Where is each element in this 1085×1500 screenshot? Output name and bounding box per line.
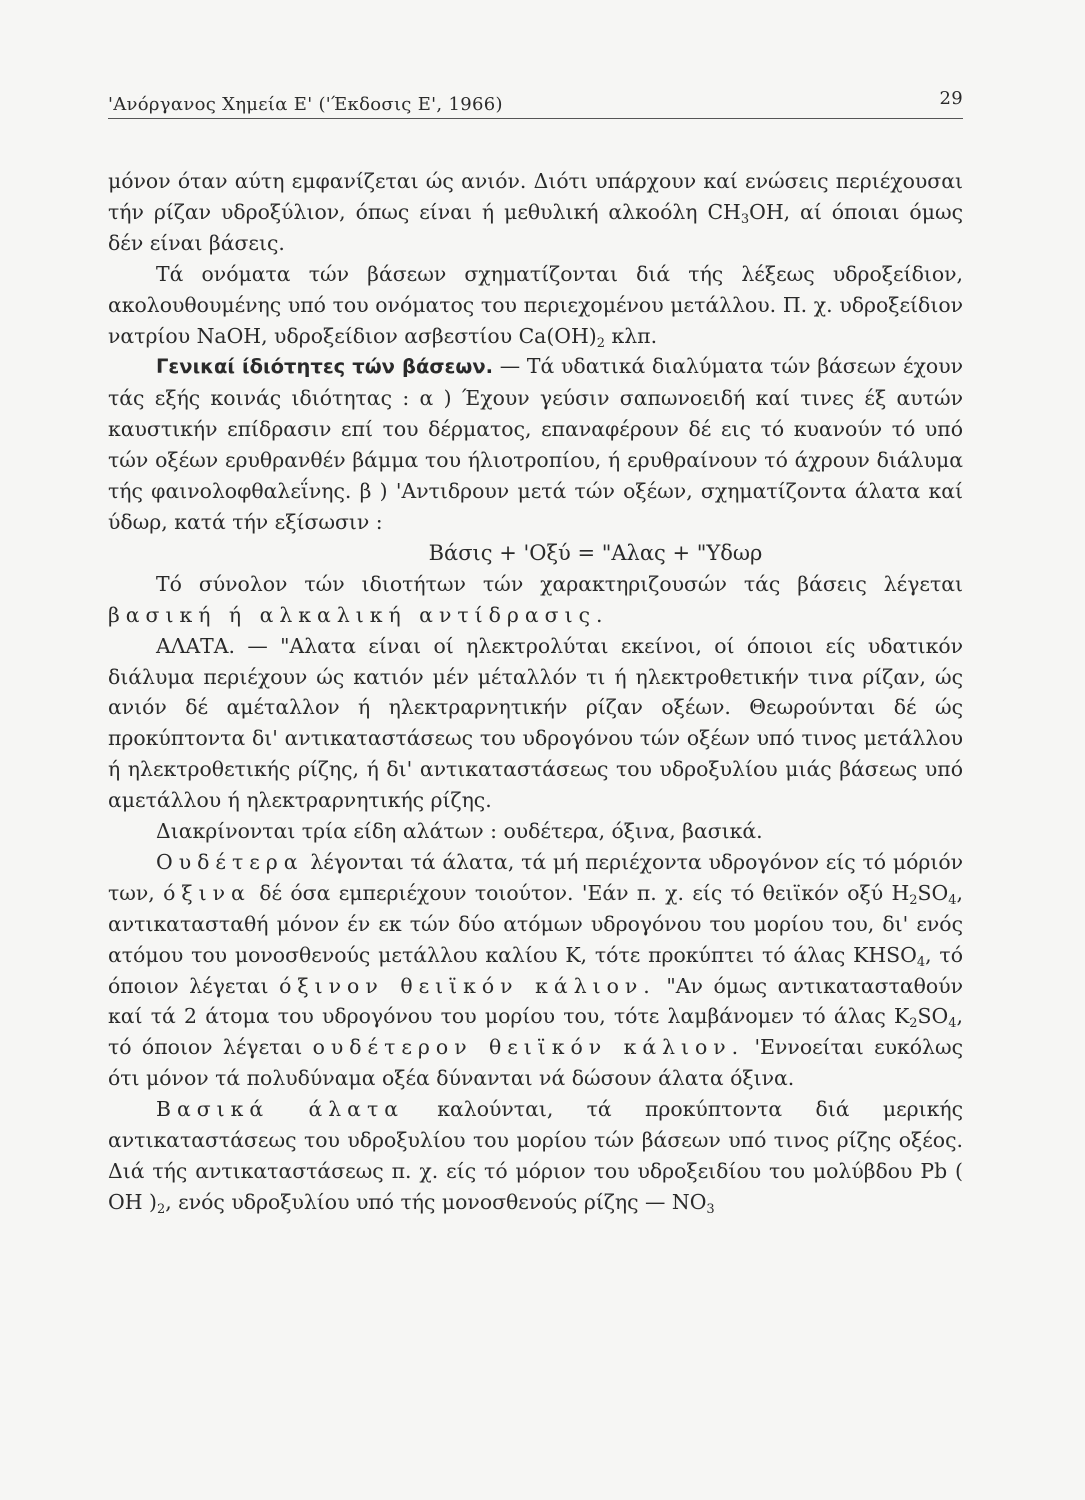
emphasis: όξινα (163, 880, 251, 905)
emphasis: Ουδέτερα (156, 849, 304, 874)
page-number: 29 (939, 88, 963, 109)
equation: Βάσις + 'Οξύ = "Αλας + "Υδωρ (428, 540, 763, 565)
section-heading: ΑΛΑΤΑ. (156, 633, 235, 658)
emphasis: ουδέτερον θειϊκόν κάλιον. (312, 1035, 745, 1060)
paragraph: Γενικαί ίδιότητες τών βάσεων. — Τά υδατικά διαλύματα τών βάσεων έχουν τάς εξής κοινάς ιδιότητας : α ) Έχουν γεύσιν σαπωνοειδή καί τινες έξ αυτών καυστικήν επίδρασιν επί του δέρματος, επαναφέρουν δέ εις τό κυανούν τό υπό τών οξέων ερυθρανθέν βάμμα του ήλιοτροπίου, ή ερυθραίνουν τό άχρουν διάλυμα τής φαινολοφθαλεΐνης. β ) 'Αντιδρουν μετά τών οξέων, σχηματίζοντα άλατα καί ύδωρ, κατά τήν εξίσωσιν : (108, 354, 963, 534)
running-header (108, 88, 963, 119)
book-page (108, 78, 963, 1478)
paragraph: Βασικά άλατα καλούνται, τά προκύπτοντα διά μερικής αντικαταστάσεως του υδροξυλίου του μορίου τών βάσεων υπό τινος ρίζης οξέος. Διά τής αντικαταστάσεως π. χ. είς τό μόριον του υδροξειδίου του μολύβδου Pb ( OH )$_2$, ενός υδροξυλίου υπό τής μονοσθενούς ρίζης — $NO_3$ (108, 1097, 963, 1217)
emphasis: βασική ή αλκαλική αντίδρασις. (108, 602, 609, 627)
paragraph: Διακρίνονται τρία είδη αλάτων : ουδέτερα, όξινα, βασικά. (156, 819, 763, 844)
paragraph: Τό σύνολον τών ιδιοτήτων τών χαρακτηριζουσών τάς βάσεις λέγεται βασική ή αλκαλική αντίδρασις. (108, 571, 963, 627)
page-body (108, 166, 963, 1218)
paragraph: ΑΛΑΤΑ. — "Αλατα είναι οί ηλεκτρολύται εκείνοι, οί όποιοι είς υδατικόν διάλυμα περιέχουν ώς κατιόν μέν μέταλλόν τι ή ηλεκτροθετικήν τινα ρίζαν, ώς ανιόν δέ αμέταλλον ή ηλεκτραρνητικήν ρίζαν οξέων. Θεωρούνται δέ ώς προκύπτοντα δι' αντικαταστάσεως του υδρογόνου τών οξέων υπό τινος μετάλλου ή ηλεκτροθετικής ρίζης, ή δι' αντικαταστάσεως του υδροξυλίου μιάς βάσεως υπό αμετάλλου ή ηλεκτραρνητικής ρίζης. (108, 633, 963, 813)
emphasis: Βασικά άλατα (156, 1097, 404, 1122)
section-heading: Γενικαί ίδιότητες τών βάσεων. (156, 355, 494, 379)
header-title: 'Ανόργανος Χημεία Ε' ('Έκδοσις Ε', 1966) (108, 94, 503, 115)
paragraph: Τά ονόματα τών βάσεων σχηματίζονται διά τής λέξεως υδροξείδιον, ακολουθουμένης υπό του ονόματος του περιεχομένου μετάλλου. Π. χ. υδροξείδιον νατρίου NaOH, υδροξείδιον ασβεστίου $Ca(OH)_2$ κλπ. (108, 261, 963, 351)
emphasis: όξινον θειϊκόν κάλιον. (279, 973, 656, 998)
paragraph: μόνον όταν αύτη εμφανίζεται ώς ανιόν. Διότι υπάρχουν καί ενώσεις περιέχουσαι τήν ρίζαν υδροξύλιον, όπως είναι ή μεθυλική αλκοόλη $CH_3OH$, αί όποιαι όμως δέν είναι βάσεις. (108, 169, 963, 255)
paragraph: Ουδέτερα λέγονται τά άλατα, τά μή περιέχοντα υδρογόνον είς τό μόριόν των, όξινα δέ όσα εμπεριέχουν τοιούτον. 'Εάν π. χ. είς τό θειϊκόν οξύ $H_2SO_4$, αντικατασταθή μόνον έν εκ τών δύο ατόμων υδρογόνου του μορίου του, δι' ενός ατόμου του μονοσθενούς μετάλλου καλίου K, τότε προκύπτει τό άλας $KHSO_4$, τό όποιον λέγεται όξινον θειϊκόν κάλιον. "Αν όμως αντικατασταθούν καί τά 2 άτομα του υδρογόνου του μορίου του, τότε λαμβάνομεν τό άλας $K_2SO_4$, τό όποιον λέγεται ουδέτερον θειϊκόν κάλιον. 'Εννοείται ευκόλως ότι μόνον τά πολυδύναμα οξέα δύνανται νά δώσουν άλατα όξινα. (108, 849, 964, 1091)
